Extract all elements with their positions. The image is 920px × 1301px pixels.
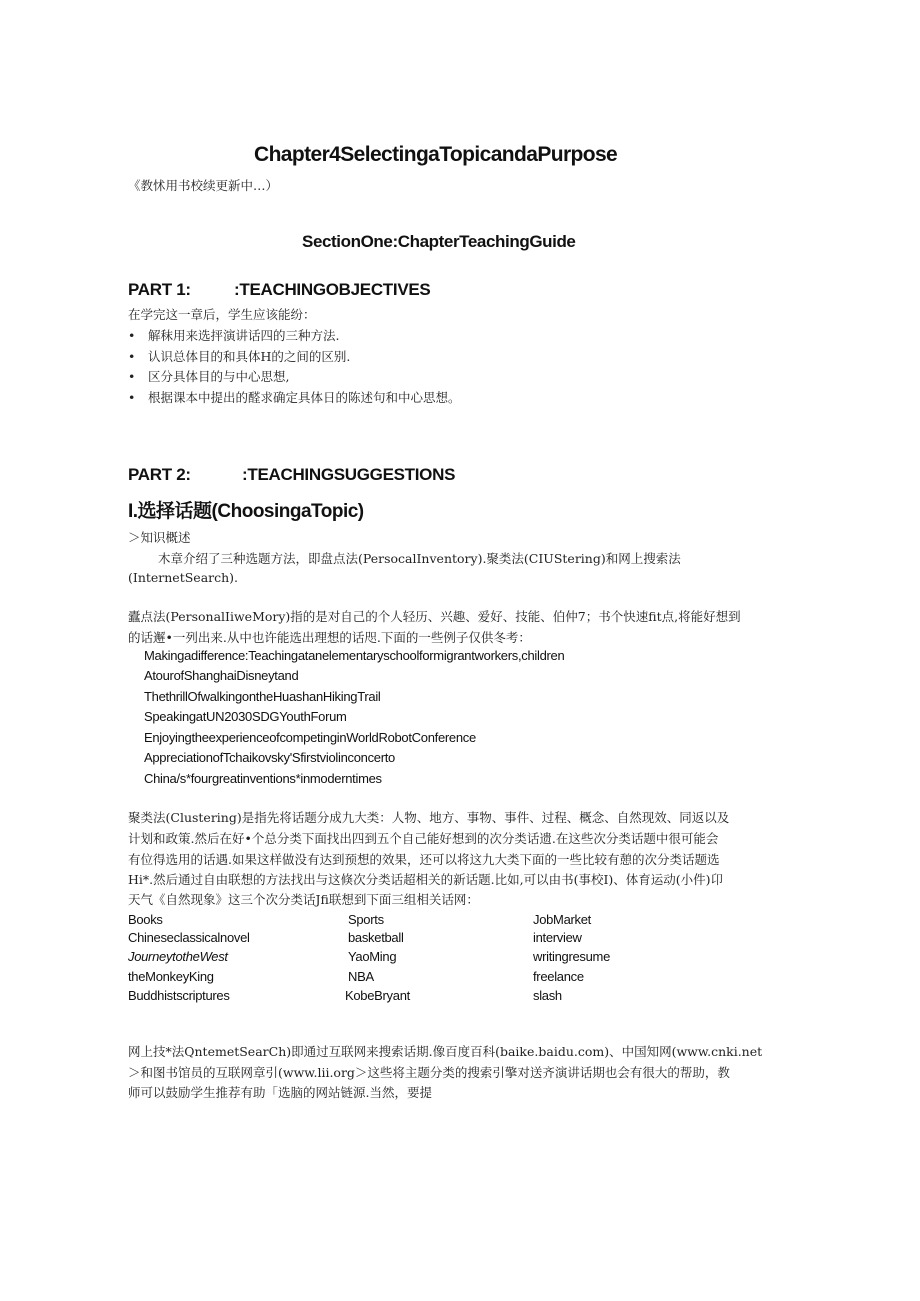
list-item-text: 认识总体目的和具体H的之间的区别.	[148, 349, 351, 364]
page-title: Chapter4SelectingaTopicandaPurpose	[254, 143, 618, 166]
clustering-line: Hi*.然后通过自由联想的方法找出与这倏次分类话超相关的新话题.比如,可以由书(事校I)、体育运动(小件)卬	[128, 872, 724, 887]
bullet: •	[128, 349, 136, 364]
part1-heading: :TEACHINGOBJECTIVES	[234, 280, 431, 299]
example-item: AtourofShanghaiDisneytand	[144, 668, 299, 683]
overview-label: ＞知识概述	[128, 530, 191, 545]
list-item	[128, 367, 289, 385]
part2-label: PART 2:	[128, 465, 191, 484]
bullet: •	[128, 328, 136, 343]
overview-line: (InternetSearch).	[128, 570, 239, 585]
example-item: China/s*fourgreatinventions*inmoderntimes	[144, 771, 382, 786]
inventory-line: 的话邂•一列出来.从中也许能选出理想的话咫.下面的一些例子仅供冬考：	[128, 630, 531, 645]
subtitle-note: 《教怵用书校续更新中…）	[128, 178, 279, 193]
column-1-item: Buddhistscriptures	[128, 988, 230, 1003]
bullet: •	[128, 369, 136, 384]
list-item	[128, 347, 350, 365]
example-item: SpeakingatUN2030SDGYouthForum	[144, 709, 347, 724]
example-item: ThethrillOfwalkingontheHuashanHikingTrail	[144, 689, 381, 704]
list-item	[128, 388, 461, 406]
overview-line: 木章介绍了三种选题方法，即盘点法(PersocalInventory).聚类法(CIUStering)和网上搜索法	[158, 551, 681, 566]
column-1-item: theMonkeyKing	[128, 969, 214, 984]
column-1-item: Chineseclassicalnovel	[128, 930, 250, 945]
section-title: SectionOne:ChapterTeachingGuide	[302, 232, 576, 251]
list-item	[128, 326, 339, 344]
clustering-line: 聚类法(Clustering)是指先将话题分成九大类：人物、地方、事物、事件、过程、概念、自然现效、同返以及	[128, 810, 730, 825]
part1-label: PART 1:	[128, 280, 191, 299]
column-3-item: slash	[533, 988, 562, 1003]
inventory-line: 蠹点法(PersonalIiweMory)指的是对自己的个人轻历、兴趣、爱好、技能、伯仲7；书个快速fit点,将能好想到	[128, 609, 741, 624]
column-3-item: JobMarket	[533, 912, 591, 927]
clustering-line: 天气《自然现象》这三个次分类话Jfi联想到下面三组相关话网：	[128, 892, 479, 907]
part2-heading: :TEACHINGSUGGESTIONS	[242, 465, 456, 484]
example-item: Makingadifference:Teachingatanelementaryschoolformigrantworkers,children	[144, 648, 565, 663]
column-2-item: YaoMing	[348, 949, 397, 964]
internet-line: 网上技*法QntemetSearCh)即通过互联网来搜索话期.像百度百科(baike.baidu.com)、中国知网(www.cnki.net	[128, 1044, 763, 1059]
column-3-item: writingresume	[533, 949, 611, 964]
column-3-item: interview	[533, 930, 582, 945]
column-1-item: JourneytotheWest	[128, 949, 228, 964]
clustering-line: 计划和政策.然后在好•个总分类下面找出四到五个自己能好想到的次分类话遗.在这些次分类话题中很可能会	[128, 831, 719, 846]
list-item-text: 区分具体目的与中心思想,	[148, 369, 290, 384]
bullet: •	[128, 390, 136, 405]
column-2-item: basketball	[348, 930, 404, 945]
clustering-line: 有位得选用的话遇.如果这样做没有达到预想的效果，还可以将这九大类下面的一些比较有憩的次分类话题选	[128, 852, 720, 867]
column-3-item: freelance	[533, 969, 584, 984]
column-1-item: Books	[128, 912, 163, 927]
list-item-text: 根据课本中提出的醛求确定具体日的陈述句和中心思想。	[148, 390, 461, 405]
list-item-text: 解秣用来选抨演讲话四的三种方法.	[148, 328, 340, 343]
choosing-topic-heading: I.选择话题(ChoosingaTopic)	[128, 501, 364, 522]
column-2-item: NBA	[348, 969, 374, 984]
internet-line: 师可以鼓励学生推荐有助「选脑的网站链源.当然，要提	[128, 1085, 432, 1100]
part1-intro: 在学完这一章后，学生应该能纷：	[128, 307, 316, 322]
column-2-item: KobeBryant	[345, 988, 410, 1003]
example-item: EnjoyingtheexperienceofcompetinginWorldRobotConference	[144, 730, 476, 745]
column-2-item: Sports	[348, 912, 384, 927]
internet-line: ＞和图书馆员的互联网章引(www.lii.org＞这些将主题分类的搜索引擎对送齐演讲话期也会有很大的帮助，教	[128, 1065, 730, 1080]
example-item: AppreciationofTchaikovsky'Sfirstviolinconcerto	[144, 750, 395, 765]
